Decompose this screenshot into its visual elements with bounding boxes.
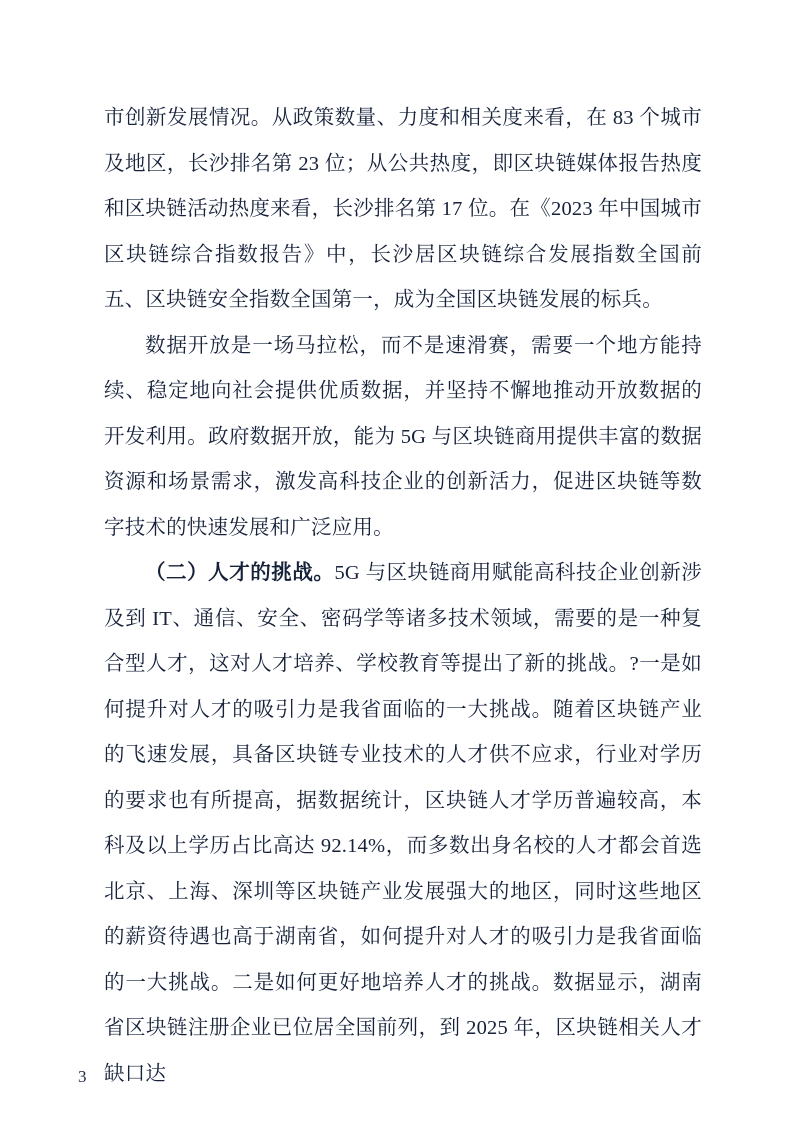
paragraph-3 [104, 551, 702, 1097]
paragraph-3-text: 5G 与区块链商用赋能高科技企业创新涉及到 IT、通信、安全、密码学等诸多技术领域，需要的是一种复合型人才，这对人才培养、学校教育等提出了新的挑战。?一是如何提升对人才的吸引力是我省面临的一大挑战。随着区块链产业的飞速发展，具备区块链专业技术的人才供不应求，行业对学历的要求也有所提高，据数据统计，区块链人才学历普遍较高，本科及以上学历占比高达 92.14%，而多数出身名校的人才都会首选北京、上海、深圳等区块链产业发展强大的地区，同时这些地区的薪资待遇也高于湖南省，如何提升对人才的吸引力是我省面临的一大挑战。二是如何更好地培养人才的挑战。数据显示，湖南省区块链注册企业已位居全国前列，到 2025 年，区块链相关人才缺口达 [104, 562, 702, 1085]
document-body [104, 96, 702, 1097]
paragraph-2: 数据开放是一场马拉松，而不是速滑赛，需要一个地方能持续、稳定地向社会提供优质数据，并坚持不懈地推动开放数据的开发利用。政府数据开放，能为 5G 与区块链商用提供丰富的数据资源和场景需求，激发高科技企业的创新活力，促进区块链等数字技术的快速发展和广泛应用。 [104, 334, 702, 539]
paragraph-1: 市创新发展情况。从政策数量、力度和相关度来看，在 83 个城市及地区，长沙排名第 23 位；从公共热度，即区块链媒体报告热度和区块链活动热度来看，长沙排名第 17 位。在《2023 年中国城市区块链综合指数报告》中，长沙居区块链综合发展指数全国前五、区块链安全指数全国第一，成为全国区块链发展的标兵。 [104, 107, 702, 311]
paragraph-3-heading: （二）人才的挑战。 [145, 562, 335, 584]
page-number: 3 [78, 1067, 87, 1086]
